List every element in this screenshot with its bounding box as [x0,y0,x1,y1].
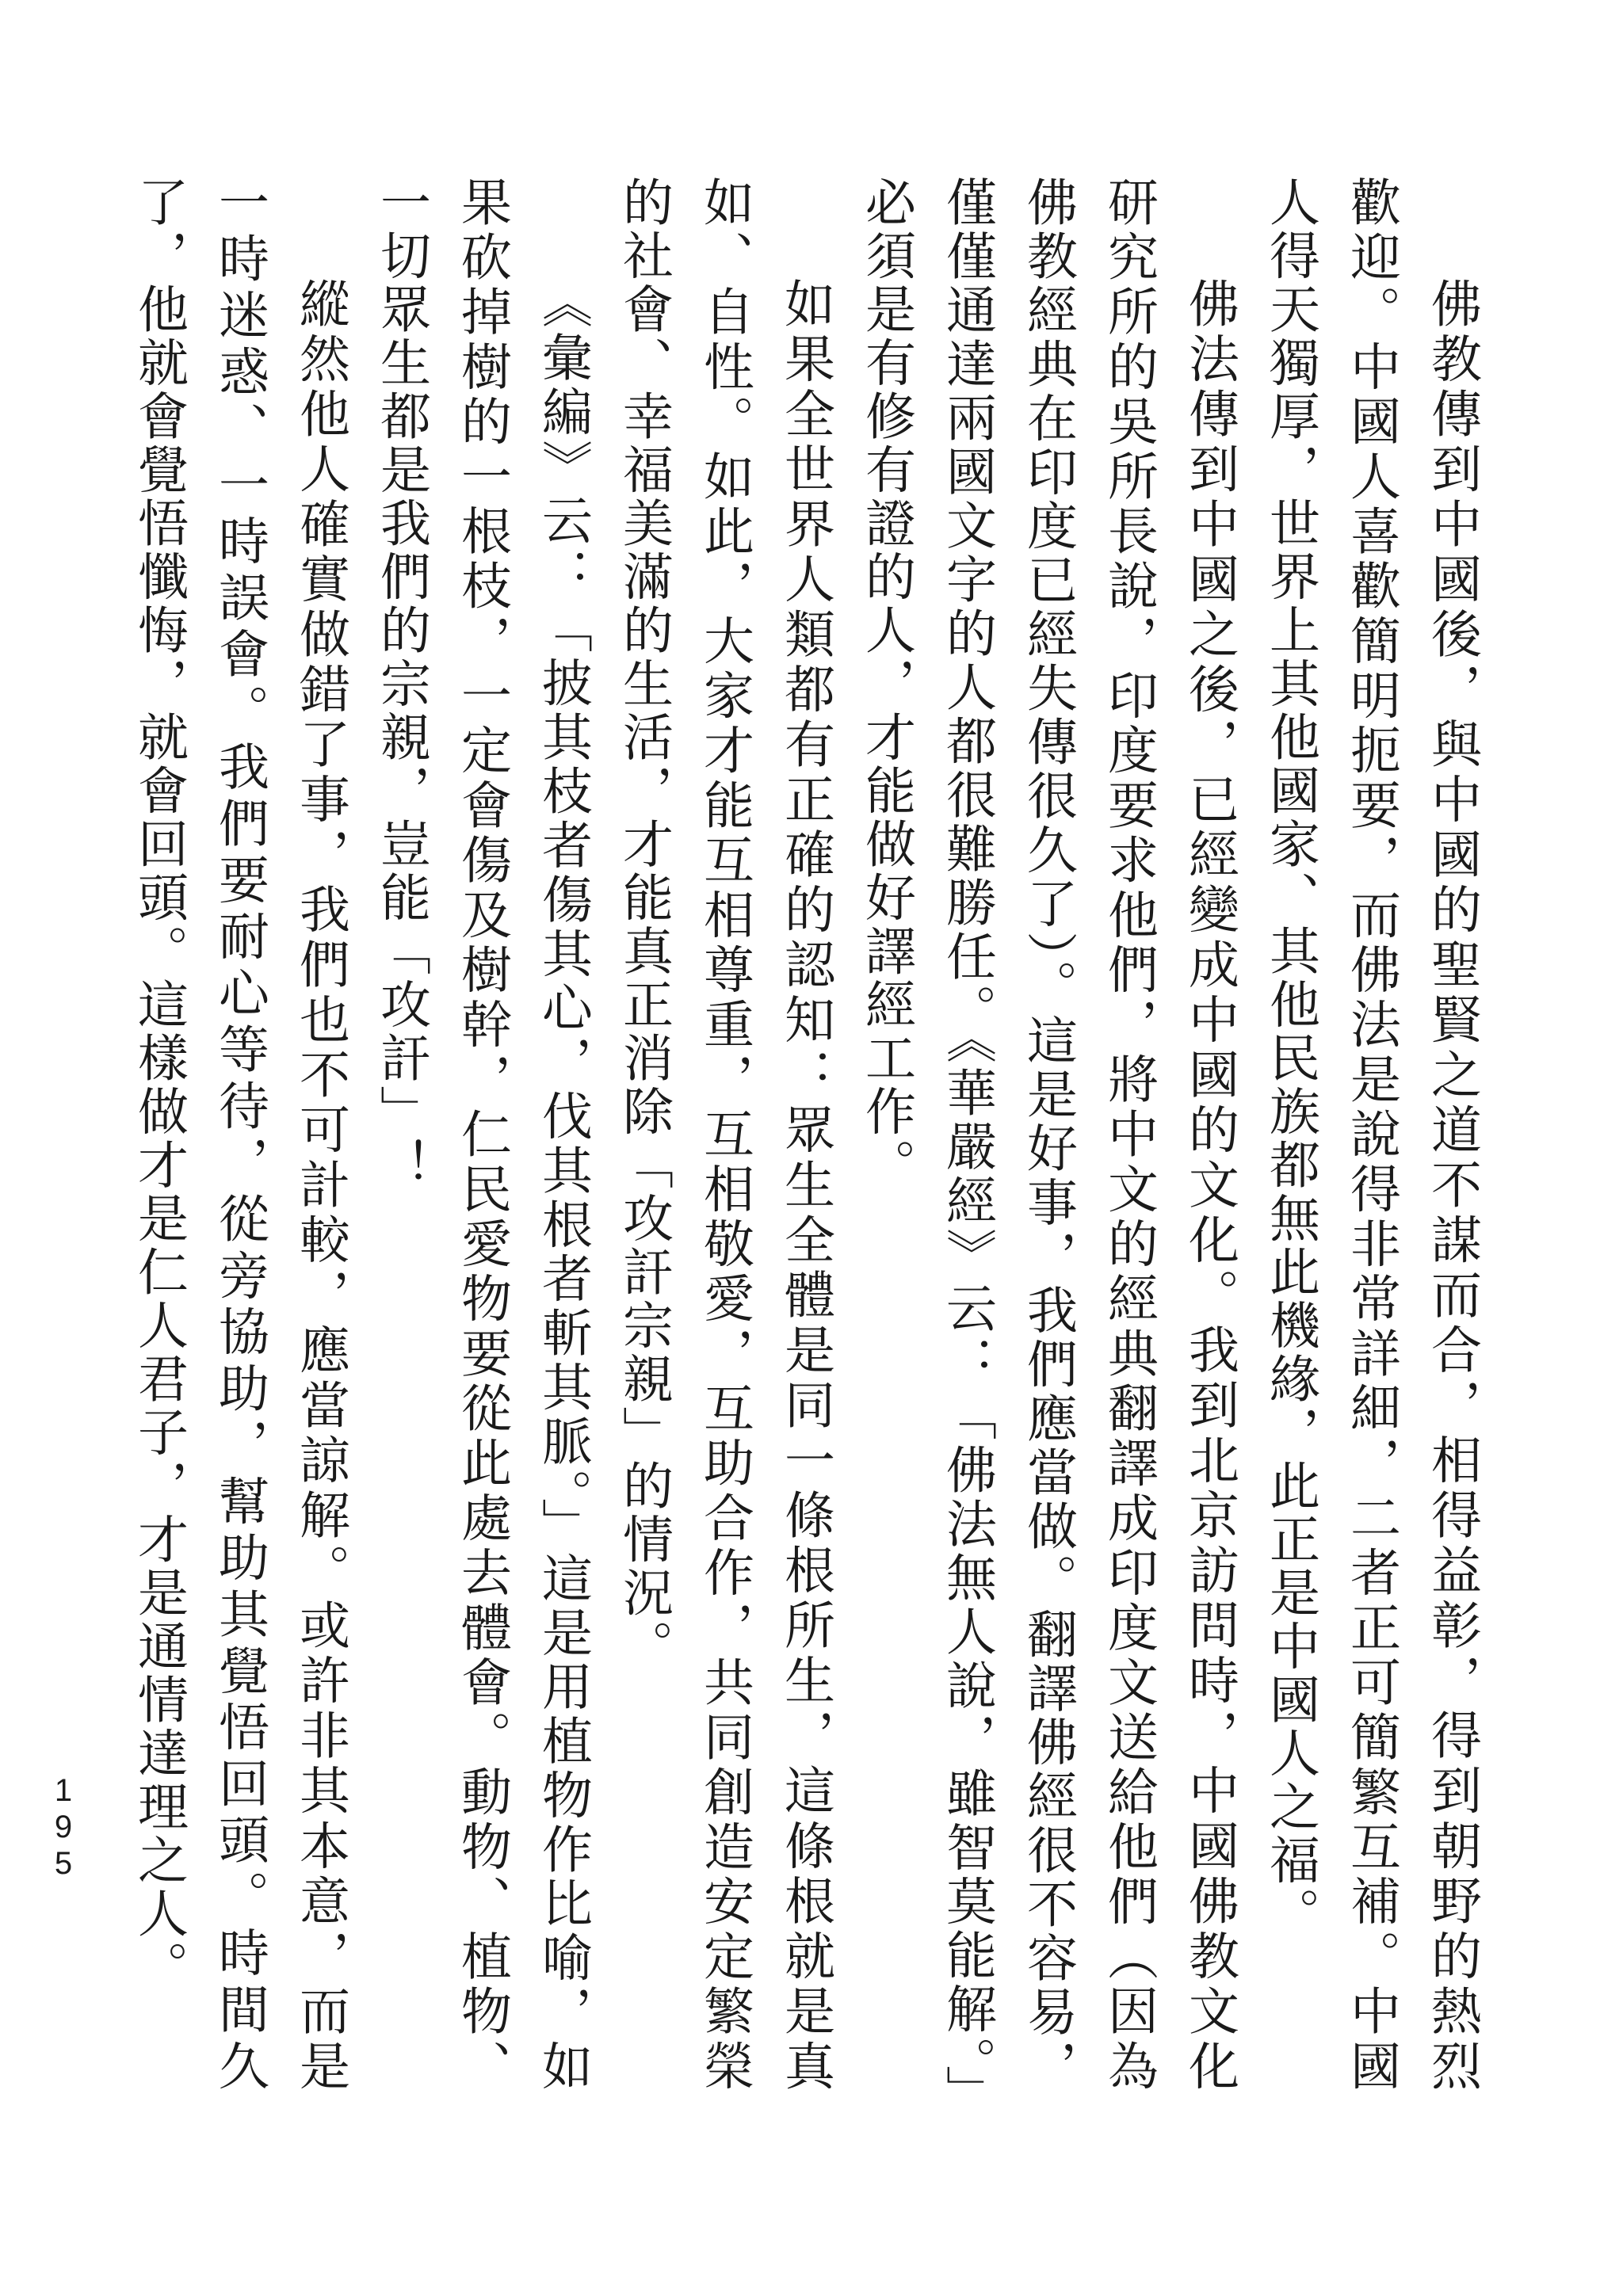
paragraph-forgiveness: 縱然他人確實做錯了事，我們也不可計較，應當諒解。或許非其本意，而是一時迷惑、一時誤會。我們要耐心等待，從旁協助，幫助其覺悟回頭。時間久了，他就會覺悟懺悔，就會回頭。這樣做才是仁人君子，才是通情達理之人。 [129,176,349,2093]
paragraph-buddhism-to-china: 佛教傳到中國後，與中國的聖賢之道不謀而合，相得益彰，得到朝野的熱烈歡迎。中國人喜歡簡明扼要，而佛法是說得非常詳細，二者正可簡繁互補。中國人得天獨厚，世界上其他國家、其他民族都無此機緣，此正是中國人之福。 [1261,176,1481,2093]
paragraph-translation: 佛法傳到中國之後，已經變成中國的文化。我到北京訪問時，中國佛教文化研究所的吳所長說，印度要求他們，將中文的經典翻譯成印度文送給他們（因為佛教經典在印度已經失傳很久了）。這是好事，我們應當做。翻譯佛經很不容易，僅僅通達兩國文字的人都很難勝任。《華嚴經》云：「佛法無人說，雖智莫能解。」必須是有修有證的人，才能做好譯經工作。 [857,176,1239,2093]
paragraph-same-root: 如果全世界人類都有正確的認知：眾生全體是同一條根所生，這條根就是真如、自性。如此，大家才能互相尊重，互相敬愛，互助合作，共同創造安定繁榮的社會、幸福美滿的生活，才能真正消除「攻訐宗親」的情況。 [614,176,834,2093]
page-number: 195 [46,1773,81,1882]
vertical-text-body [118,176,1492,2093]
paragraph-huibian-quote: 《彙編》云：「披其枝者傷其心，伐其根者斬其脈。」這是用植物作比喻，如果砍掉樹的一根枝，一定會傷及樹幹，仁民愛物要從此處去體會。動物、植物、一切眾生都是我們的宗親，豈能「攻訐」！ [372,176,592,2093]
